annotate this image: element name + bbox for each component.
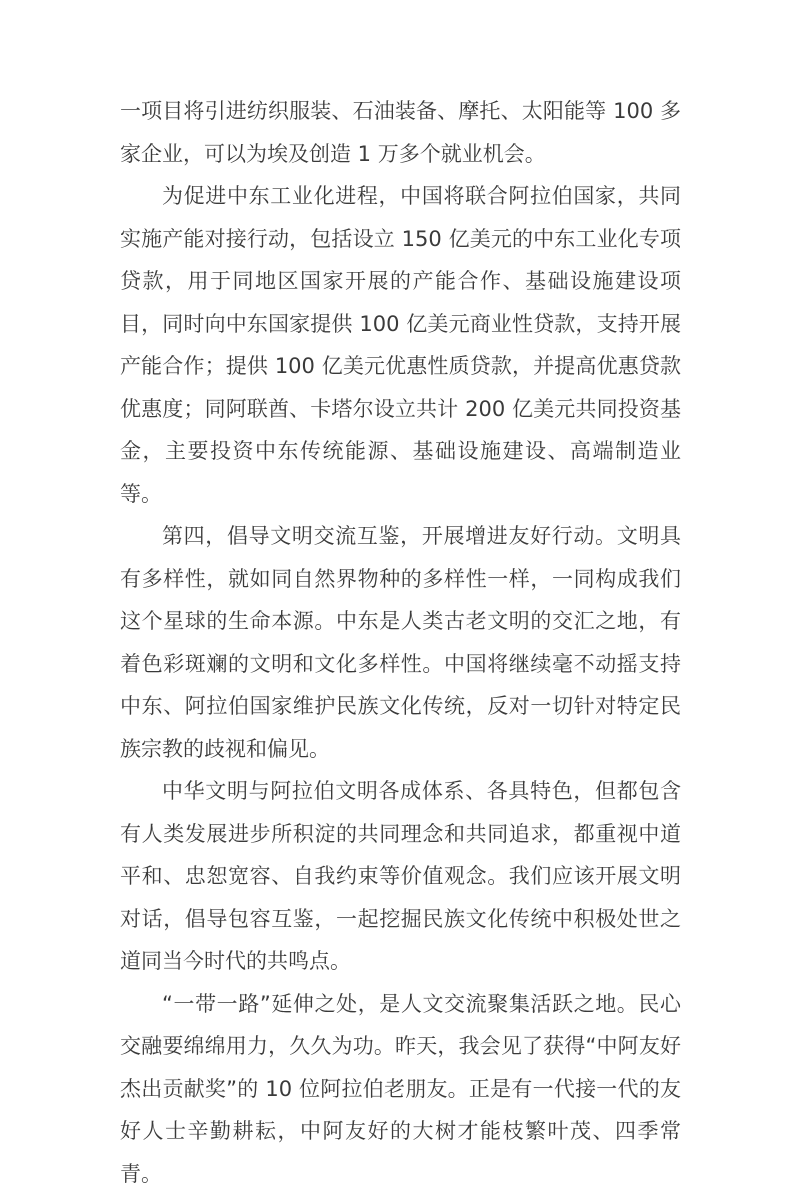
paragraph: 中华文明与阿拉伯文明各成体系、各具特色，但都包含有人类发展进步所积淀的共同理念和共同追求，都重视中道平和、忠恕宽容、自我约束等价值观念。我们应该开展文明对话，倡导包容互鉴，一起挖掘民族文化传统中积极处世之道同当今时代的共鸣点。 <box>120 770 681 983</box>
document-body-text <box>120 90 681 1195</box>
paragraph: 一项目将引进纺织服装、石油装备、摩托、太阳能等 100 多家企业，可以为埃及创造 1 万多个就业机会。 <box>120 90 681 175</box>
paragraph: 为促进中东工业化进程，中国将联合阿拉伯国家，共同实施产能对接行动，包括设立 150 亿美元的中东工业化专项贷款，用于同地区国家开展的产能合作、基础设施建设项目，同时向中东国家提供 100 亿美元商业性贷款，支持开展产能合作；提供 100 亿美元优惠性质贷款，并提高优惠贷款优惠度；同阿联酋、卡塔尔设立共计 200 亿美元共同投资基金，主要投资中东传统能源、基础设施建设、高端制造业等。 <box>120 175 681 515</box>
paragraph: “一带一路”延伸之处，是人文交流聚集活跃之地。民心交融要绵绵用力，久久为功。昨天，我会见了获得“中阿友好杰出贡献奖”的 10 位阿拉伯老朋友。正是有一代接一代的友好人士辛勤耕耘，中阿友好的大树才能枝繁叶茂、四季常青。 <box>120 983 681 1195</box>
paragraph: 第四，倡导文明交流互鉴，开展增进友好行动。文明具有多样性，就如同自然界物种的多样性一样，一同构成我们这个星球的生命本源。中东是人类古老文明的交汇之地，有着色彩斑斓的文明和文化多样性。中国将继续毫不动摇支持中东、阿拉伯国家维护民族文化传统，反对一切针对特定民族宗教的歧视和偏见。 <box>120 515 681 770</box>
